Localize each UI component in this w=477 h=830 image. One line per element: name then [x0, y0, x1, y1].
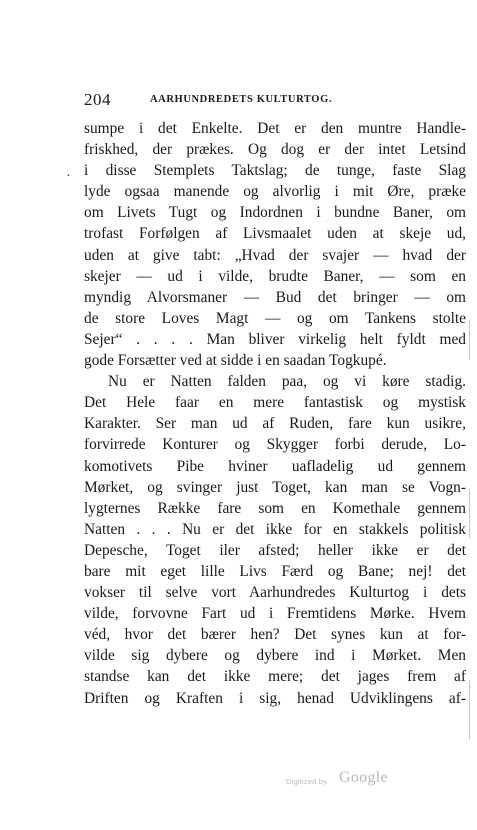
- text-line: vokser til selve vort Aarhundredes Kulturtog i dets: [84, 584, 466, 602]
- running-head: AARHUNDREDETS KULTURTOG.: [150, 94, 333, 105]
- watermark-small-text: Digitized by: [286, 777, 328, 786]
- google-logo: Google: [339, 769, 388, 786]
- margin-mark: ·: [66, 169, 71, 184]
- text-line: bare mit eget lille Livs Færd og Bane; nej! det: [84, 562, 466, 580]
- text-line: standse kan det ikke mere; det jages frem af: [84, 668, 466, 686]
- text-line: forvirrede Konturer og Skygger forbi derude, Lo-: [84, 436, 466, 454]
- page-header: [84, 90, 404, 114]
- page-number: 204: [84, 90, 111, 109]
- text-line: de store Loves Magt — og om Tankens stolte: [84, 309, 466, 327]
- digitized-by-google-watermark: [286, 770, 406, 790]
- text-line: lygternes Række fare som en Komethale gennem: [84, 499, 466, 517]
- text-line: friskhed, der prækes. Og dog er der intet Letsind: [84, 141, 466, 159]
- text-line: Mørket, og svinger just Toget, kan man se Vogn-: [84, 478, 466, 496]
- text-line: gode Forsætter ved at sidde i en saadan Togkupé.: [84, 352, 387, 370]
- text-line: Det Hele faar en mere fantastisk og mystisk: [84, 394, 466, 412]
- body-text: [84, 118, 466, 709]
- text-line: vilde, forvovne Fart ud i Fremtidens Mørke. Hvem: [84, 605, 466, 623]
- text-line: Depesche, Toget iler afsted; heller ikke er det: [84, 541, 466, 559]
- text-line: Karakter. Ser man ud af Ruden, fare kun usikre,: [84, 415, 466, 433]
- text-line: skejer — ud i vilde, brudte Baner, — som en: [84, 267, 466, 285]
- text-line: i disse Stemplets Taktslag; de tunge, faste Slag: [84, 162, 466, 180]
- binding-shadow-line: [469, 680, 470, 740]
- text-line: myndig Alvorsmaner — Bud det bringer — om: [84, 288, 466, 306]
- text-line: Natten . . . Nu er det ikke for en stakkels politisk: [84, 520, 466, 538]
- binding-shadow-line: [469, 488, 470, 538]
- text-line: lyde ogsaa manende og alvorlig i mit Øre, præke: [84, 183, 466, 201]
- text-line: véd, hvor det bærer hen? Det synes kun at for-: [84, 626, 466, 644]
- text-line: Nu er Natten falden paa, og vi køre stadig.: [108, 373, 466, 391]
- binding-shadow-line: [469, 320, 470, 360]
- text-line: komotivets Pibe hviner uafladelig ud gennem: [84, 457, 466, 475]
- text-line: uden at give tabt: „Hvad der svajer — hvad der: [84, 246, 466, 264]
- text-line: sumpe i det Enkelte. Det er den muntre Handle-: [84, 120, 466, 137]
- text-line: Sejer“ . . . . Man bliver virkelig helt fyldt med: [84, 330, 466, 348]
- text-line: vilde sig dybere og dybere ind i Mørket. Men: [84, 647, 466, 665]
- text-line: om Livets Tugt og Indordnen i bundne Baner, om: [84, 204, 466, 222]
- text-line: trofast Forfølgen af Livsmaalet uden at skeje ud,: [84, 225, 466, 243]
- text-line: Driften og Kraften i sig, henad Udviklingens af-: [84, 689, 466, 707]
